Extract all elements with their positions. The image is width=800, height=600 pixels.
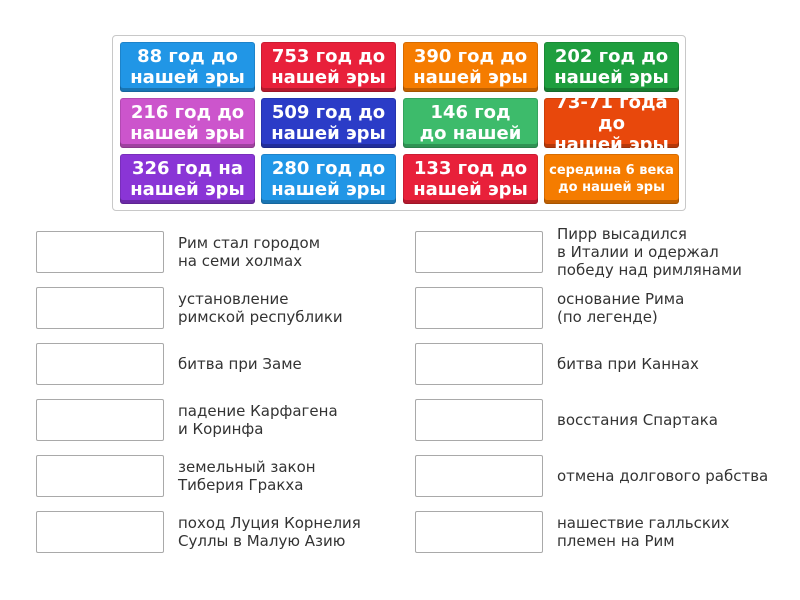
left-event-description: битва при Заме [178,355,302,373]
left-drop-target[interactable] [36,511,164,553]
answer-tile[interactable]: 202 год до нашей эры [544,42,679,92]
left-drop-target[interactable] [36,399,164,441]
right-drop-target[interactable] [415,231,543,273]
answer-tile[interactable]: 326 год на нашей эры [120,154,255,204]
right-event-description: отмена долгового рабства [557,467,769,485]
left-drop-target[interactable] [36,231,164,273]
answer-tile[interactable]: 73-71 года до нашей эры [544,98,679,148]
answer-tile[interactable]: 280 год до нашей эры [261,154,396,204]
answer-tile[interactable]: 146 год до нашей [403,98,538,148]
left-event-description: установление римской республики [178,290,343,326]
right-event-description: битва при Каннах [557,355,699,373]
right-event-description: нашествие галльских племен на Рим [557,514,730,550]
left-drop-target[interactable] [36,287,164,329]
right-drop-target[interactable] [415,511,543,553]
left-event-description: Рим стал городом на семи холмах [178,234,321,270]
answer-tile[interactable]: 133 год до нашей эры [403,154,538,204]
answer-tile[interactable]: 88 год до нашей эры [120,42,255,92]
left-event-description: поход Луция Корнелия Суллы в Малую Азию [178,514,361,550]
left-drop-target[interactable] [36,343,164,385]
answer-tile[interactable]: 753 год до нашей эры [261,42,396,92]
left-drop-target[interactable] [36,455,164,497]
left-event-description: земельный закон Тиберия Гракха [178,458,316,494]
right-event-description: основание Рима (по легенде) [557,290,685,326]
answer-tile[interactable]: 216 год до нашей эры [120,98,255,148]
right-event-description: восстания Спартака [557,411,718,429]
answer-tile[interactable]: 390 год до нашей эры [403,42,538,92]
left-event-description: падение Карфагена и Коринфа [178,402,338,438]
right-drop-target[interactable] [415,455,543,497]
right-drop-target[interactable] [415,399,543,441]
right-drop-target[interactable] [415,287,543,329]
right-drop-target[interactable] [415,343,543,385]
answer-tile[interactable]: середина 6 века до нашей эры [544,154,679,204]
answer-tile[interactable]: 509 год до нашей эры [261,98,396,148]
answer-tile-bank [112,35,686,211]
right-event-description: Пирр высадился в Италии и одержал победу над римлянами [557,225,742,279]
